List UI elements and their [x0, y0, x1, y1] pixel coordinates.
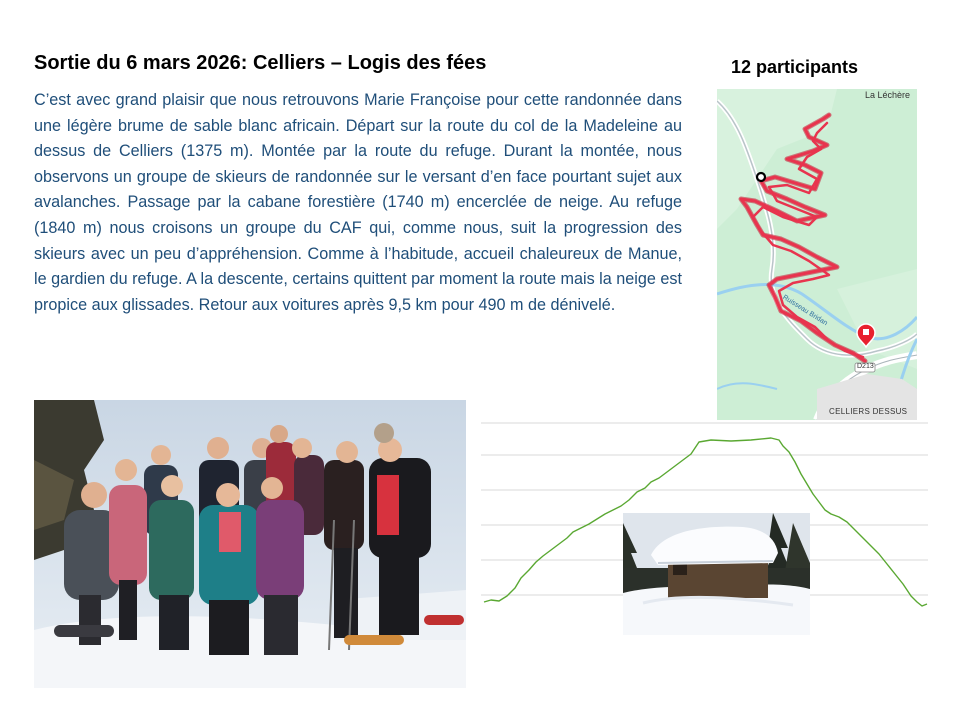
map-label-stream: Ruisseau Bridan — [781, 294, 829, 328]
trip-report-text: C’est avec grand plaisir que nous retrouvons Marie Françoise pour cette randonnée dans une légère brume de sable blanc africain. Départ sur la route du col de la Madeleine au dessus de Celliers (1375 m). Montée par la route du refuge. Durant la montée, nous observons un groupe de skieurs de randonnée sur le versant d’en face pourtant sujet aux avalanches. Passage par la cabane forestière (1740 m) encerclée de neige. Au refuge (1840 m) nous croisons un groupe du CAF qui, comme nous, suit la progression des skieurs avec un peu d’appréhension. Comme à l’habitude, accueil chaleureux de Manue, le gardien du refuge. A la descente, certains quittent par moment la route mais la neige est propice aux glissades. Retour aux voitures après 9,5 km pour 490 m de dénivelé. — [34, 91, 682, 314]
map-label-road: D213 — [857, 363, 874, 370]
group-photo — [34, 400, 466, 688]
map-label-celliers-dessus: CELLIERS DESSUS — [829, 407, 908, 416]
slide-title: Sortie du 6 mars 2026: Celliers – Logis des fées — [34, 52, 487, 74]
map-label-la-lechere: La Léchère — [864, 90, 910, 100]
route-map — [717, 89, 917, 420]
participants-count: 12 participants — [731, 57, 859, 77]
forest-hut-photo — [623, 513, 810, 635]
